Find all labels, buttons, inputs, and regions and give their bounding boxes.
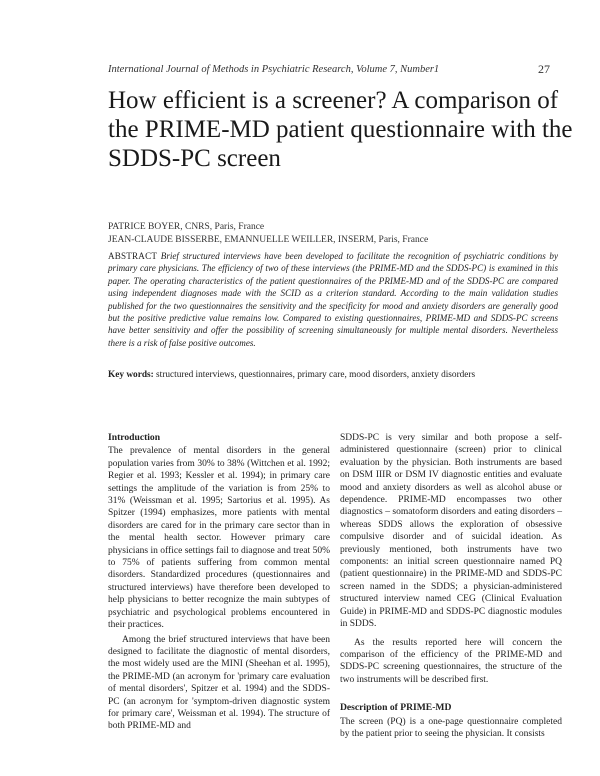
keywords — [108, 370, 558, 380]
body-paragraph: The prevalence of mental disorders in the general population varies from 30% to 38% (Wittchen et al. 1992; Regier et al. 1993; Kessler et al. 1994); in primary care settings the amplitude of the variation is from 25% to 31% (Weissman et al. 1995; Sartorius et al. 1995). As Spitzer (1994) emphasizes, more patients with mental disorders are cared for in the primary care sector than in the mental health sector. However primary care physicians in office settings fail to diagnose and treat 50% to 75% of patients suffering from common mental disorders. Standardized procedures (questionnaires and structured interviews) have therefore been developed to help physicians to better recognize the main subtypes of psychiatric and psychological problems encountered in their practices. — [108, 446, 330, 631]
running-head: International Journal of Methods in Psychiatric Research, Volume 7, Number1 — [108, 64, 440, 75]
body-paragraph: The screen (PQ) is a one-page questionnaire completed by the patient prior to seeing the physician. It consists — [340, 716, 562, 739]
left-column — [108, 432, 330, 733]
abstract-label: ABSTRACT — [108, 251, 158, 261]
section-heading-description: Description of PRIME-MD — [340, 702, 452, 714]
right-column — [340, 432, 562, 740]
keywords-text: structured interviews, questionnaires, primary care, mood disorders, anxiety disorders — [156, 370, 476, 380]
author-line: PATRICE BOYER, CNRS, Paris, France — [108, 222, 265, 232]
author-line: JEAN-CLAUDE BISSERBE, EMANNUELLE WEILLER, INSERM, Paris, France — [108, 235, 429, 245]
body-paragraph: As the results reported here will concern the comparison of the efficiency of the PRIME-MD and SDDS-PC screening questionnaires, the structure of the two instruments will be described first. — [340, 637, 562, 685]
abstract-text: Brief structured interviews have been developed to facilitate the recognition of psychiatric conditions by primary care physicians. The efficiency of two of these interviews (the PRIME-MD and the SDDS-PC) is examined in this paper. The operating characteristics of the patient questionnaires of the PRIME-MD and of the SDDS-PC are compared using independent diagnoses made with the SCID as a criterion standard. According to the main validation studies published for the two questionnaires the sensitivity and the specificity for mood and anxiety disorders are generally good but the positive predictive value remains low. Compared to existing questionnaires, PRIME-MD and SDDS-PC screens have better sensitivity and offer the possibility of screening simultaneously for multiple mental disorders. Nevertheless there is a risk of false positive outcomes. — [108, 251, 558, 348]
body-paragraph: Among the brief structured interviews that have been designed to facilitate the diagnostic of mental disorders, the most widely used are the MINI (Sheehan et al. 1995), the PRIME-MD (an acronym for 'primary care evaluation of mental disorders', Spitzer et al. 1994) and the SDDS-PC (an acronym for 'symptom-driven diagnostic system for primary care', Weissman et al. 1994). The structure of both PRIME-MD and — [108, 634, 330, 732]
keywords-label: Key words: — [108, 370, 154, 380]
page-number: 27 — [538, 62, 550, 76]
section-heading-introduction: Introduction — [108, 432, 161, 443]
abstract — [108, 250, 558, 349]
body-paragraph: SDDS-PC is very similar and both propose a self-administered questionnaire (screen) prior to clinical evaluation by the physician. Both instruments are based on DSM IIIR or DSM IV diagnostic entities and evaluate mood and anxiety disorders as well as alcohol abuse or dependence. PRIME-MD encompasses two other diagnostics – somatoform disorders and eating disorders – whereas SDDS allows the exploration of obsessive compulsive disorder and of suicidal ideation. As previously mentioned, both instruments have two components: an initial screen questionnaire named PQ (patient questionnaire) in the PRIME-MD and SDDS-PC screen named in the SDDS; a physician-administered structured interview named CEG (Clinical Evaluation Guide) in PRIME-MD and SDDS-PC diagnostic modules in SDDS. — [340, 433, 562, 630]
article-title: How efficient is a screener? A comparison of the PRIME-MD patient questionnaire with the SDDS-PC screen — [108, 87, 573, 172]
author-list — [108, 221, 578, 247]
